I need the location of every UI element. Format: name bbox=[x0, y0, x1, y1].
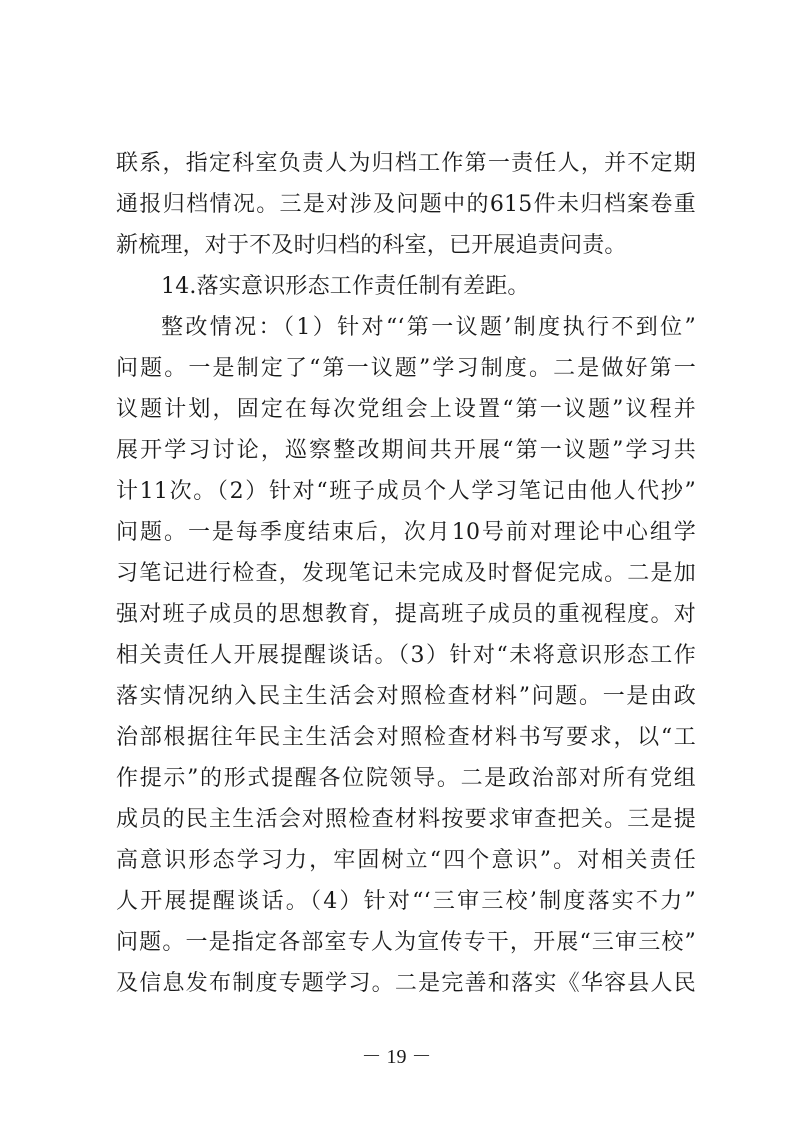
text-line: 相关责任人开展提醒谈话。（3）针对“未将意识形态工作 bbox=[116, 643, 696, 668]
text-line: 问题。一是指定各部室专人为宣传专干，开展“三审三校” bbox=[116, 930, 696, 955]
text-line: 议题计划，固定在每次党组会上设置“第一议题”议程并 bbox=[116, 397, 696, 422]
text-line: 及信息发布制度专题学习。二是完善和落实《华容县人民 bbox=[116, 971, 696, 996]
text-line: 高意识形态学习力，牢固树立“四个意识”。对相关责任 bbox=[116, 848, 696, 873]
text-line: 问题。一是每季度结束后，次月10号前对理论中心组学 bbox=[116, 520, 696, 545]
text-line: 成员的民主生活会对照检查材料按要求审查把关。三是提 bbox=[116, 807, 696, 832]
text-line: 展开学习讨论，巡察整改期间共开展“第一议题”学习共 bbox=[116, 438, 696, 463]
text-line: 计11次。（2）针对“班子成员个人学习笔记由他人代抄” bbox=[116, 479, 696, 504]
text-line: 整改情况：（1）针对“‘第一议题’制度执行不到位” bbox=[161, 315, 696, 340]
text-line: 强对班子成员的思想教育，提高班子成员的重视程度。对 bbox=[116, 602, 696, 627]
text-line: 联系，指定科室负责人为归档工作第一责任人，并不定期 bbox=[116, 151, 696, 176]
text-line: 落实情况纳入民主生活会对照检查材料”问题。一是由政 bbox=[116, 684, 696, 709]
body-text bbox=[116, 143, 696, 1004]
text-line: 问题。一是制定了“第一议题”学习制度。二是做好第一 bbox=[116, 356, 696, 381]
text-line: 人开展提醒谈话。（4）针对“‘三审三校’制度落实不力” bbox=[116, 889, 696, 914]
text-line: 通报归档情况。三是对涉及问题中的615件未归档案卷重 bbox=[116, 192, 696, 217]
text-line: 治部根据往年民主生活会对照检查材料书写要求，以“工 bbox=[116, 725, 696, 750]
text-line: 新梳理，对于不及时归档的科室，已开展追责问责。 bbox=[116, 233, 627, 258]
page-number: － 19 － bbox=[361, 1046, 432, 1068]
text-line: 作提示”的形式提醒各位院领导。二是政治部对所有党组 bbox=[116, 766, 696, 791]
section-heading: 14.落实意识形态工作责任制有差距。 bbox=[161, 274, 530, 299]
text-line: 习笔记进行检查，发现笔记未完成及时督促完成。二是加 bbox=[116, 561, 696, 586]
